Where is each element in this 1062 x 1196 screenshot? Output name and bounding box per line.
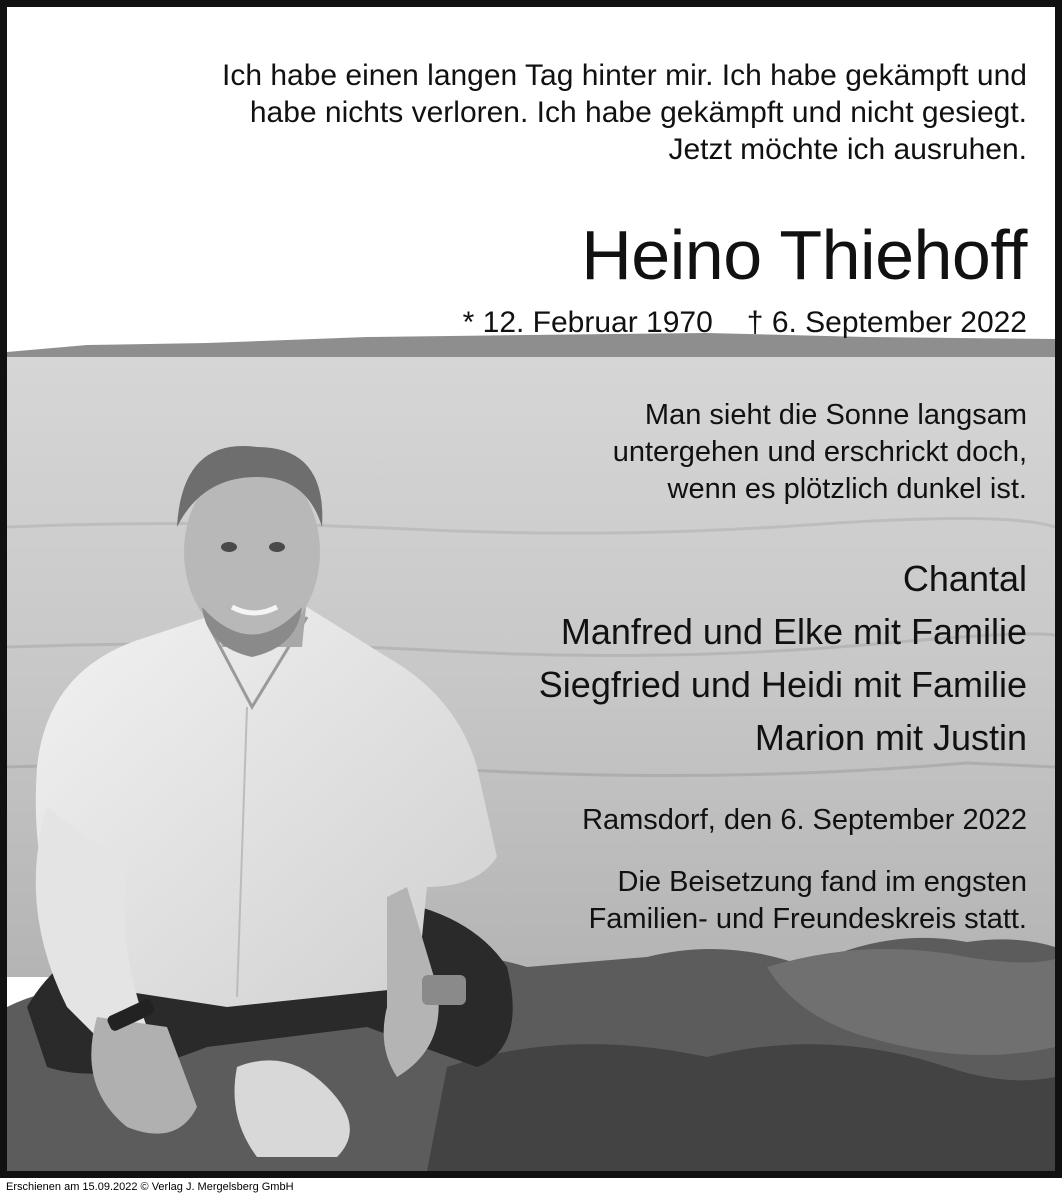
mourner: Chantal (902, 558, 1027, 599)
motto-line: Ich habe einen langen Tag hinter mir. Ich habe gekämpft und (221, 59, 1027, 92)
death-date: † 6. September 2022 (746, 306, 1027, 339)
motto-quote (222, 57, 1027, 168)
place-date: Ramsdorf, den 6. September 2022 (582, 804, 1027, 836)
birth-date: * 12. Februar 1970 (462, 306, 713, 339)
mourners-list (539, 552, 1027, 764)
motto-line: Jetzt möchte ich ausruhen. (668, 133, 1027, 166)
life-dates (463, 303, 1027, 343)
deceased-name: Heino Thiehoff (581, 216, 1027, 294)
verse-line: untergehen und erschrickt doch, (612, 436, 1027, 468)
mourner: Marion mit Justin (754, 717, 1027, 758)
burial-line: Familien- und Freundeskreis statt. (588, 903, 1027, 935)
mourner: Manfred und Elke mit Familie (560, 611, 1027, 652)
verse (613, 397, 1027, 508)
verse-line: wenn es plötzlich dunkel ist. (667, 473, 1027, 505)
mourner: Siegfried und Heidi mit Familie (538, 664, 1027, 705)
burial-note (589, 864, 1027, 938)
burial-line: Die Beisetzung fand im engsten (617, 866, 1027, 898)
publication-footer: Erschienen am 15.09.2022 © Verlag J. Mergelsberg GmbH (6, 1181, 294, 1193)
verse-line: Man sieht die Sonne langsam (644, 399, 1027, 431)
motto-line: habe nichts verloren. Ich habe gekämpft und nicht gesiegt. (249, 96, 1027, 129)
